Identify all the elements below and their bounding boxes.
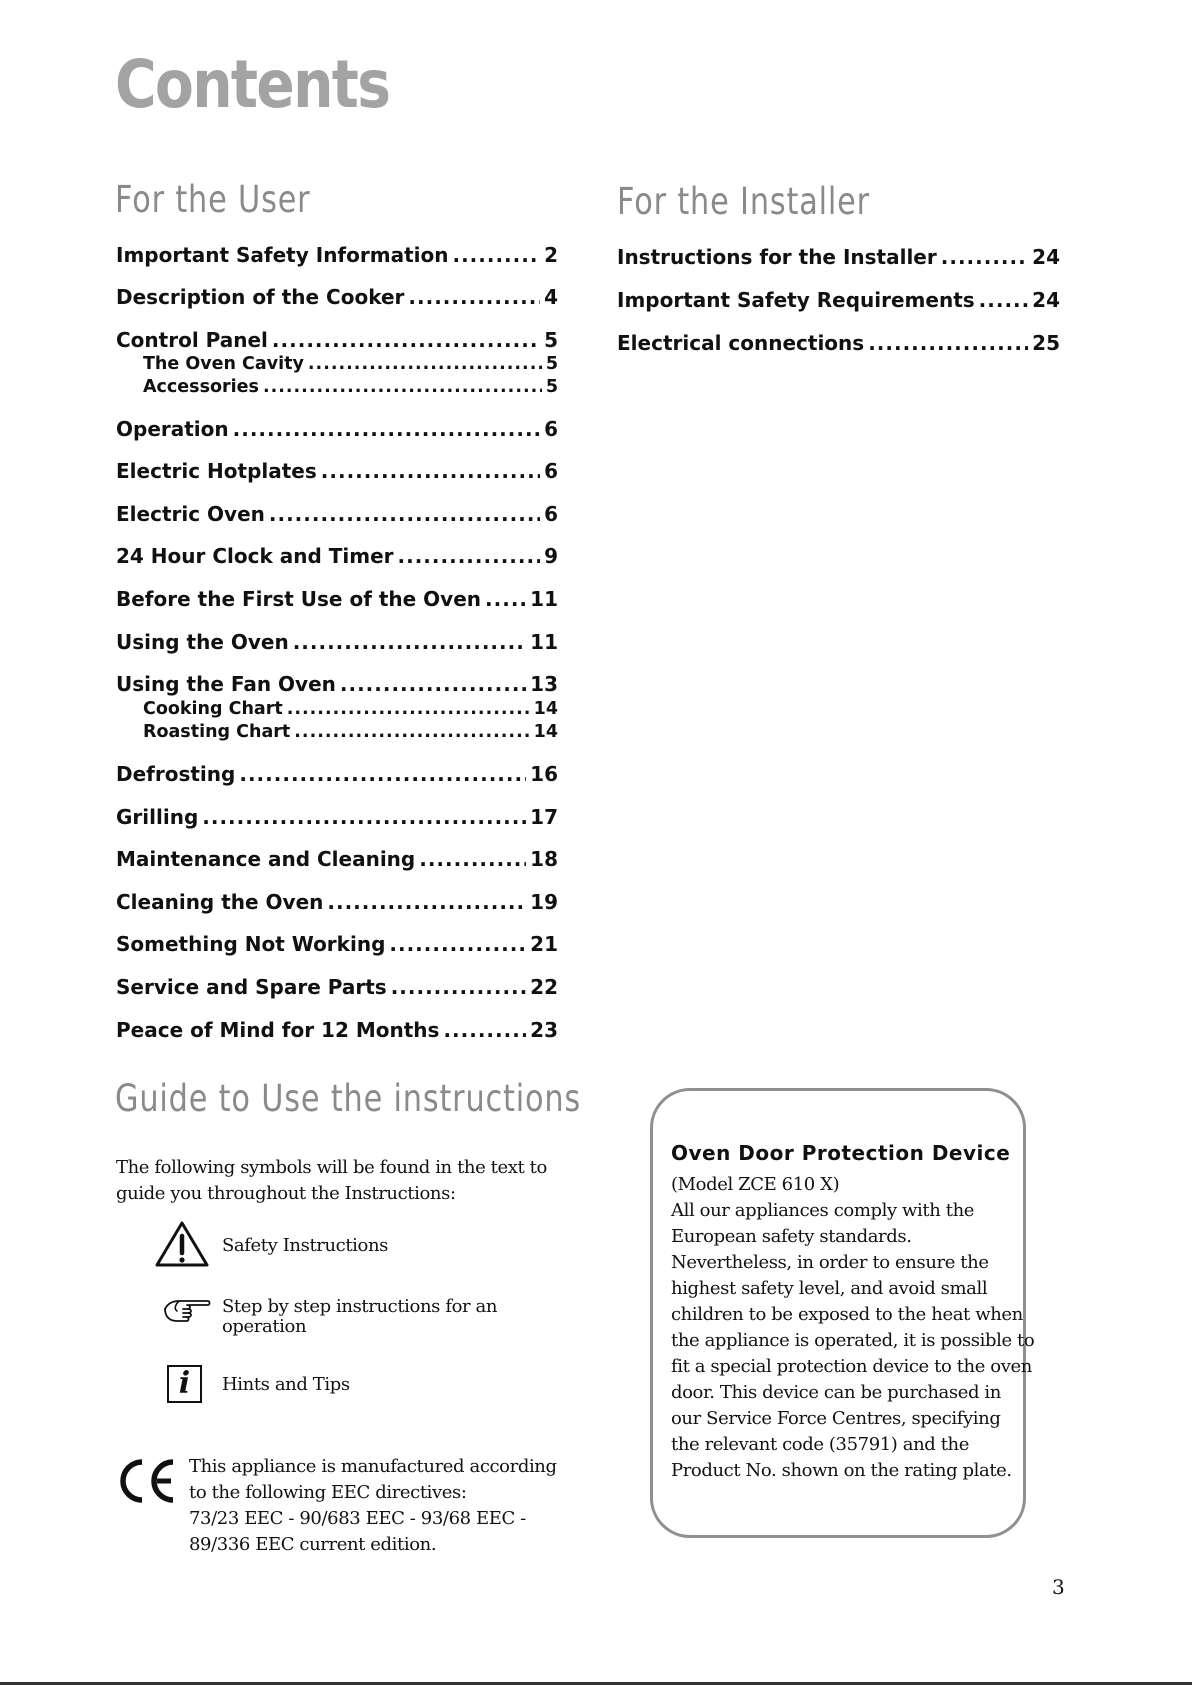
toc-entry[interactable]: 24 Hour Clock and Timer ..... 9 bbox=[116, 544, 558, 568]
info-icon: i bbox=[167, 1365, 202, 1403]
toc-entry[interactable]: Service and Spare Parts ..... 22 bbox=[116, 975, 558, 999]
toc-subentry[interactable]: Cooking Chart ..... 14 bbox=[116, 698, 558, 721]
installer-section-heading: For the Installer bbox=[617, 180, 870, 223]
toc-entry[interactable]: Cleaning the Oven ..... 19 bbox=[116, 890, 558, 914]
warning-triangle-icon bbox=[154, 1220, 210, 1268]
toc-subentry[interactable]: Accessories ..... 5 bbox=[116, 376, 558, 399]
ce-mark-icon bbox=[115, 1455, 177, 1507]
toc-entry[interactable]: Electrical connections ..... 25 bbox=[617, 331, 1060, 355]
user-section-heading: For the User bbox=[115, 178, 311, 221]
toc-entry[interactable]: Defrosting ..... 16 bbox=[116, 762, 558, 786]
toc-entry[interactable]: Control Panel ..... 5 bbox=[116, 328, 558, 352]
toc-entry[interactable]: Peace of Mind for 12 Months ..... 23 bbox=[116, 1018, 558, 1042]
box-body: (Model ZCE 610 X) All our appliances comply with the European safety standards. Nevertheless, in order to ensure the highest safety level, and avoid small children to be exposed to the heat when the appliance is operated, it is possible to fit a special protection device to the oven door. This device can be purchased in our Service Force Centres, specifying the relevant code (35791) and the Product No. shown on the rating plate. bbox=[671, 1174, 1035, 1481]
toc-entry[interactable]: Operation ..... 6 bbox=[116, 417, 558, 441]
guide-section-heading: Guide to Use the instructions bbox=[115, 1077, 582, 1120]
toc-entry[interactable]: Grilling ..... 17 bbox=[116, 805, 558, 829]
step-instructions-label: Step by step instructions for an operation bbox=[222, 1296, 498, 1337]
toc-entry[interactable]: Important Safety Information ..... 2 bbox=[116, 243, 558, 267]
toc-entry[interactable]: Maintenance and Cleaning ..... 18 bbox=[116, 847, 558, 871]
toc-subentry[interactable]: Roasting Chart ..... 14 bbox=[116, 721, 558, 744]
toc-entry[interactable]: Something Not Working ..... 21 bbox=[116, 932, 558, 956]
box-title: Oven Door Protection Device bbox=[671, 1141, 1011, 1165]
toc-entry[interactable]: Instructions for the Installer ..... 24 bbox=[617, 245, 1060, 269]
toc-entry[interactable]: Important Safety Requirements ..... 24 bbox=[617, 288, 1060, 312]
guide-intro: The following symbols will be found in the text to guide you throughout the Instructions: bbox=[116, 1157, 547, 1204]
toc-entry[interactable]: Using the Oven ..... 11 bbox=[116, 630, 558, 654]
hints-and-tips-label: Hints and Tips bbox=[222, 1374, 350, 1395]
toc-entry[interactable]: Electric Hotplates ..... 6 bbox=[116, 459, 558, 483]
pointing-hand-icon bbox=[163, 1297, 211, 1323]
ce-compliance-text: This appliance is manufactured according to the following EEC directives: 73/23 EEC - 90/683 EEC - 93/68 EEC - 89/336 EEC current edition. bbox=[189, 1456, 557, 1555]
safety-instructions-row bbox=[154, 1220, 210, 1268]
toc-entry[interactable]: Before the First Use of the Oven ..... 11 bbox=[116, 587, 558, 611]
toc-entry[interactable]: Using the Fan Oven ..... 13 bbox=[116, 672, 558, 696]
page-title: Contents bbox=[115, 46, 390, 123]
toc-subentry[interactable]: The Oven Cavity ..... 5 bbox=[116, 353, 558, 376]
toc-entry[interactable]: Electric Oven ..... 6 bbox=[116, 502, 558, 526]
page-number: 3 bbox=[1052, 1575, 1065, 1599]
safety-instructions-label: Safety Instructions bbox=[222, 1235, 389, 1256]
toc-entry[interactable]: Description of the Cooker ..... 4 bbox=[116, 285, 558, 309]
